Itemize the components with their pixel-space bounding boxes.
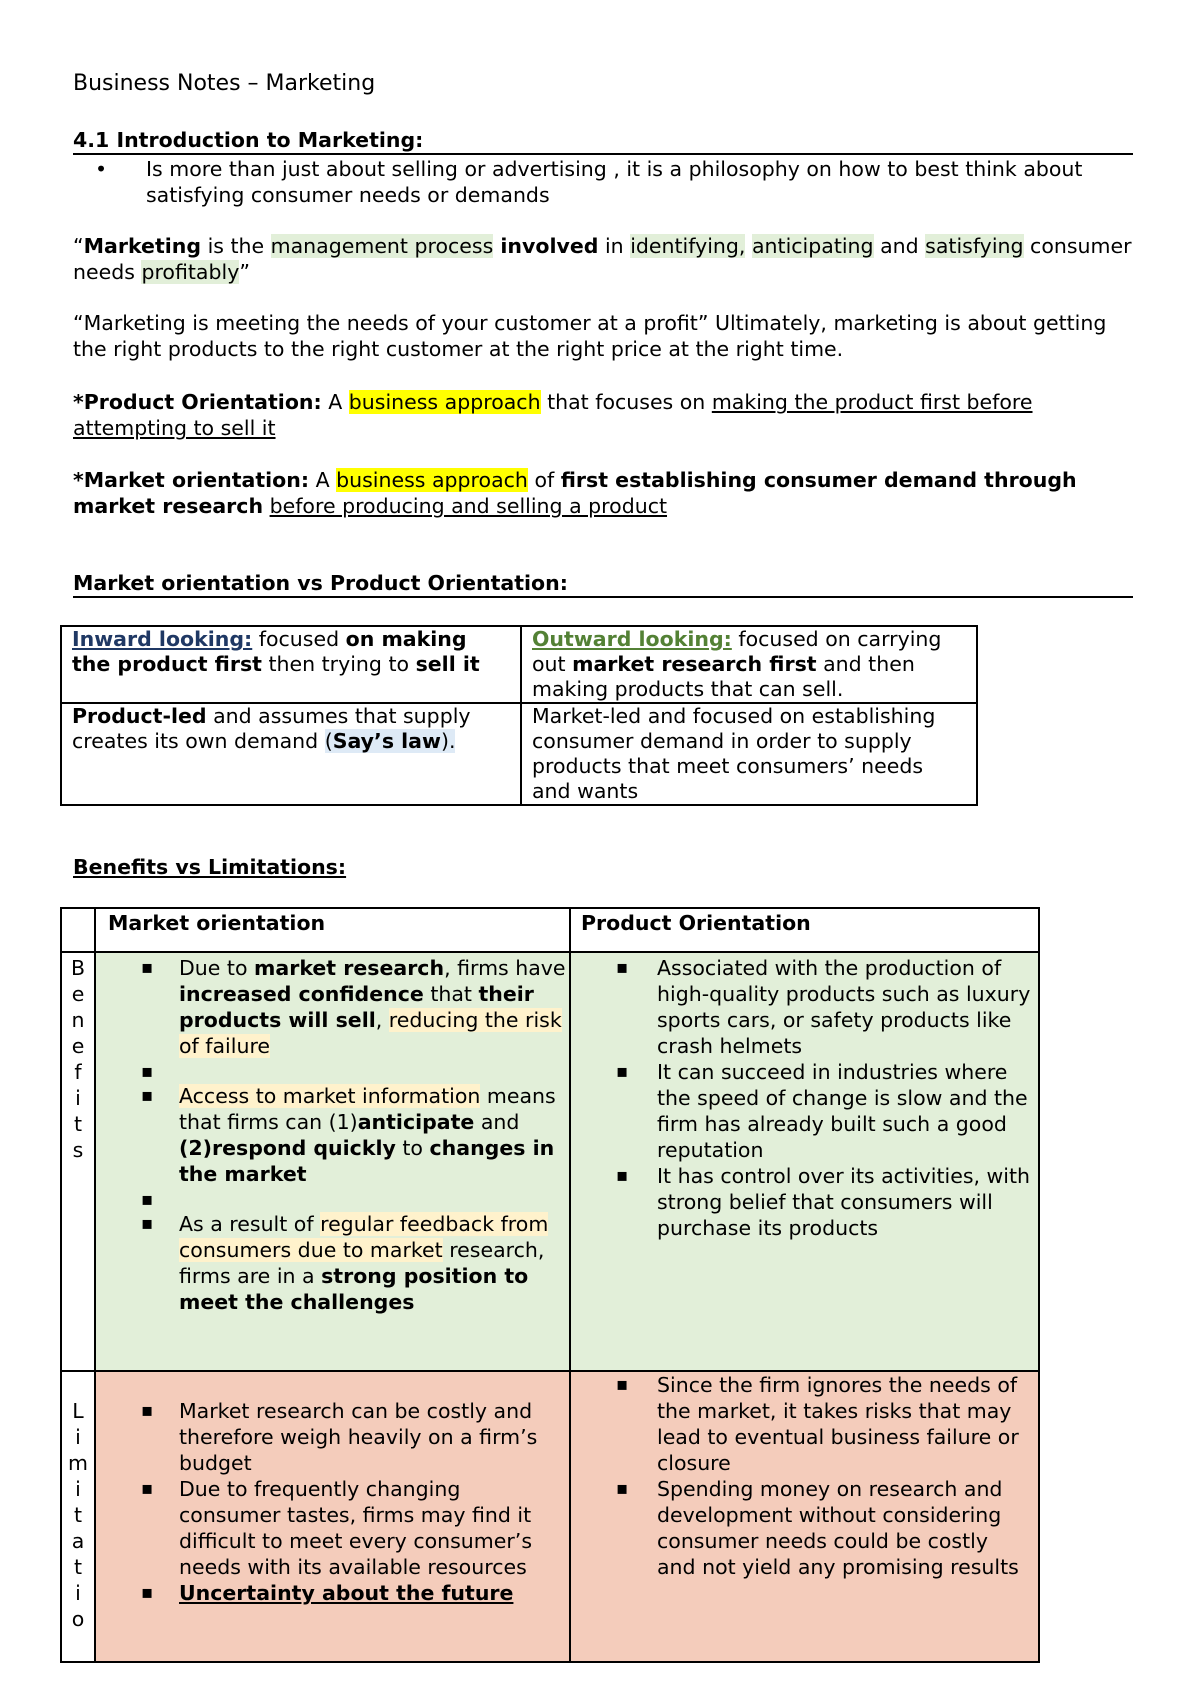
market-led-cell: Market-led and focused on establishing consumer demand in order to supply products that meet consumers’ needs and wants <box>521 703 977 805</box>
marketing-quote: “Marketing is meeting the needs of your customer at a profit” Ultimately, marketing is about getting the right products to the right customer at the right price at the right time. <box>73 311 1107 361</box>
outward-looking-cell: Outward looking: focused on carrying out market research first and then making products that can sell. <box>521 626 977 703</box>
benefits-market-cell <box>95 952 570 1371</box>
benefits-label: B e n e f i t s <box>61 952 95 1371</box>
section-heading-comparison: Market orientation vs Product Orientation: <box>73 570 1133 598</box>
list-item: ▪ It can succeed in industries where the speed of change is slow and the firm has already built such a good reputation <box>572 1059 1031 1163</box>
list-item: ▪ Due to market research, firms have increased confidence that their products will sell, reducing the risk of failure <box>97 955 568 1059</box>
benefits-product-cell <box>570 952 1039 1371</box>
table-row <box>61 703 977 805</box>
document-title: Business Notes – Marketing <box>73 71 376 96</box>
product-led-cell: Product-led and assumes that supply creates its own demand (Say’s law). <box>61 703 521 805</box>
product-orientation-definition: *Product Orientation: A business approach that focuses on making the product first before attempting to sell it <box>73 390 1033 440</box>
header-market-orientation: Market orientation <box>95 908 570 952</box>
list-spacer <box>97 1059 568 1083</box>
orientation-comparison-table <box>60 625 978 806</box>
list-spacer <box>97 1187 568 1211</box>
list-item: ▪ Since the firm ignores the needs of the market, it takes risks that may lead to eventual business failure or closure <box>572 1372 1031 1476</box>
list-item: ▪ Spending money on research and development without considering consumer needs could be costly and not yield any promising results <box>572 1476 1031 1580</box>
benefits-limitations-table <box>60 907 1040 1663</box>
table-header-row <box>61 908 1039 952</box>
limitations-label: L i m i t a t i o <box>61 1371 95 1662</box>
list-item: ▪ Uncertainty about the future <box>97 1580 568 1606</box>
list-item: ▪ Market research can be costly and therefore weigh heavily on a firm’s budget <box>97 1398 568 1476</box>
list-item: ▪ Due to frequently changing consumer tastes, firms may find it difficult to meet every consumer’s needs with its available resources <box>97 1476 568 1580</box>
limitations-market-cell <box>95 1371 570 1662</box>
corner-cell <box>61 908 95 952</box>
intro-bullet-text: Is more than just about selling or advertising , it is a philosophy on how to best think about satisfying consumer needs or demands <box>146 157 1083 207</box>
section-heading-introduction: 4.1 Introduction to Marketing: <box>73 127 1133 155</box>
market-orientation-definition: *Market orientation: A business approach of first establishing consumer demand through market research before producing and selling a product <box>73 468 1077 518</box>
marketing-definition: “Marketing is the management process involved in identifying, anticipating and satisfying consumer needs profitably” <box>73 234 1132 284</box>
limitations-row <box>61 1371 1039 1662</box>
intro-bullet <box>73 156 1133 208</box>
table-row <box>61 626 977 703</box>
limitations-product-cell <box>570 1371 1039 1662</box>
bullet-dot-icon: • <box>95 157 108 181</box>
list-item: ▪ Access to market information means that firms can (1)anticipate and (2)respond quickly to changes in the market <box>97 1083 568 1187</box>
inward-looking-cell: Inward looking: focused on making the product first then trying to sell it <box>61 626 521 703</box>
list-item: ▪ Associated with the production of high-quality products such as luxury sports cars, or safety products like crash helmets <box>572 955 1031 1059</box>
list-item: ▪ As a result of regular feedback from consumers due to market research, firms are in a strong position to meet the challenges <box>97 1211 568 1315</box>
header-product-orientation: Product Orientation <box>570 908 1039 952</box>
section-heading-benefits-limitations: Benefits vs Limitations: <box>73 855 347 879</box>
benefits-row <box>61 952 1039 1371</box>
list-item: ▪ It has control over its activities, with strong belief that consumers will purchase its products <box>572 1163 1031 1241</box>
